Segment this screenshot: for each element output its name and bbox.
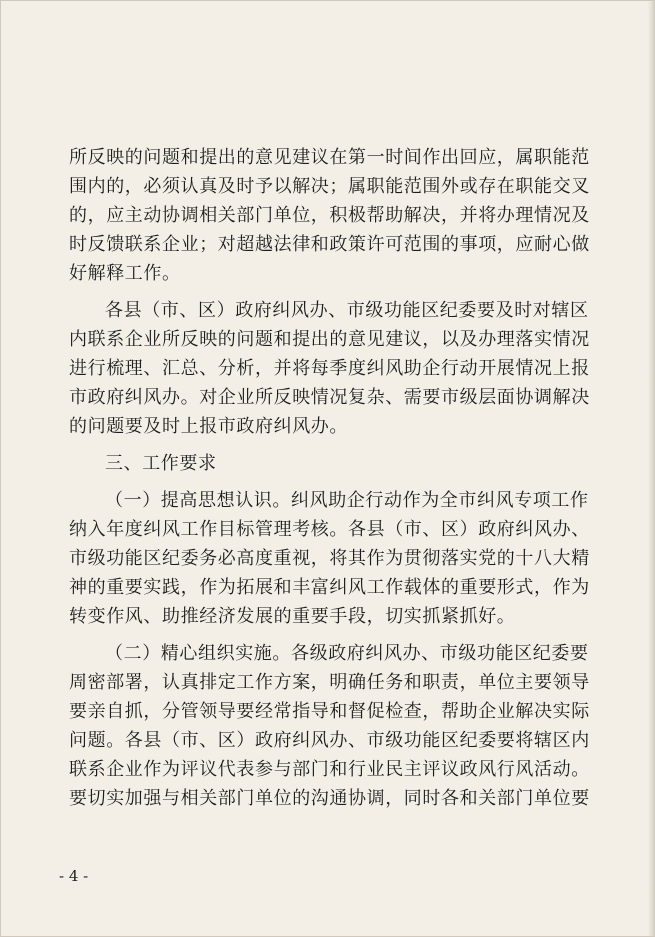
page-number: - 4 - xyxy=(59,867,89,885)
document-body xyxy=(69,143,589,813)
text-line: 所反映的问题和提出的意见建议在第一时间作出回应，属职能范 xyxy=(69,147,590,168)
text-line: 市级功能区纪委务必高度重视，将其作为贯彻落实党的十八大精 xyxy=(69,548,590,569)
text-line: （二）精心组织实施。各级政府纠风办、市级功能区纪委要 xyxy=(105,643,589,664)
paragraph-spacer xyxy=(69,288,589,296)
text-line: （一）提高思想认识。纠风助企行动作为全市纠风专项工作 xyxy=(105,490,589,511)
text-line: 联系企业作为评议代表参与部门和行业民主评议政风行风活动。 xyxy=(69,759,590,780)
text-line: 要切实加强与相关部门单位的沟通协调，同时各和关部门单位要 xyxy=(69,788,590,809)
text-line: 市政府纠风办。对企业所反映情况复杂、需要市级层面协调解决 xyxy=(69,387,590,408)
paragraph xyxy=(69,143,589,288)
text-line: 围内的，必须认真及时予以解决；属职能范围外或存在职能交叉 xyxy=(69,176,590,197)
text-line: 问题。各县（市、区）政府纠风办、市级功能区纪委要将辖区内 xyxy=(69,730,590,751)
scan-shadow xyxy=(648,1,654,936)
text-line: 内联系企业所反映的问题和提出的意见建议，以及办理落实情况 xyxy=(69,329,590,350)
text-line: 要亲自抓，分管领导要经常指导和督促检查，帮助企业解决实际 xyxy=(69,701,590,722)
text-line: 神的重要实践，作为拓展和丰富纠风工作载体的重要形式，作为 xyxy=(69,577,590,598)
paragraph xyxy=(69,296,589,441)
paragraph-spacer xyxy=(69,631,589,639)
text-line: 转变作风、助推经济发展的重要手段，切实抓紧抓好。 xyxy=(69,606,516,627)
text-line: 各县（市、区）政府纠风办、市级功能区纪委要及时对辖区 xyxy=(105,300,589,321)
text-line: 周密部署，认真排定工作方案，明确任务和职责，单位主要领导 xyxy=(69,672,590,693)
text-line: 纳入年度纠风工作目标管理考核。各县（市、区）政府纠风办、 xyxy=(69,519,590,540)
text-line: 进行梳理、汇总、分析，并将每季度纠风助企行动开展情况上报 xyxy=(69,358,590,379)
text-line: 的，应主动协调相关部门单位，积极帮助解决，并将办理情况及 xyxy=(69,205,590,226)
paragraph-spacer xyxy=(69,441,589,449)
paragraph xyxy=(69,486,589,631)
section-heading xyxy=(69,449,589,478)
text-line: 的问题要及时上报市政府纠风办。 xyxy=(69,416,348,437)
heading-text: 三、工作要求 xyxy=(105,453,217,474)
text-line: 好解释工作。 xyxy=(69,263,181,284)
paragraph xyxy=(69,639,589,813)
text-line: 时反馈联系企业；对超越法律和政策许可范围的事项，应耐心做 xyxy=(69,234,590,255)
paragraph-spacer xyxy=(69,478,589,486)
